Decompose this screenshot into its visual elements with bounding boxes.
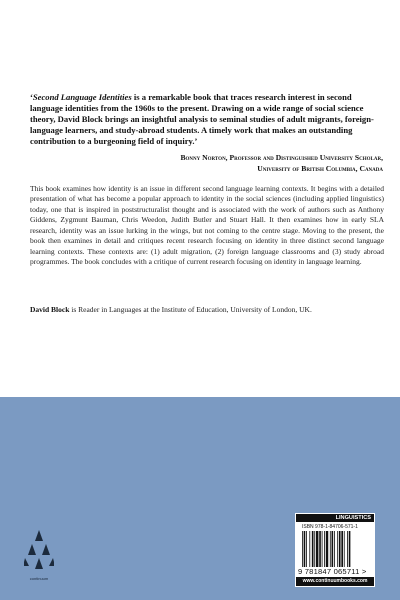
barcode-icon (302, 531, 368, 567)
author-bio-text: is Reader in Languages at the Institute of Education, University of London, UK. (69, 305, 312, 314)
publisher-url: www.continuumbooks.com (296, 577, 374, 586)
isbn-text: ISBN 978-1-84706-571-1 (302, 524, 358, 530)
quote-book-title: Second Language Identities (32, 92, 132, 102)
endorsement-quote (30, 92, 384, 147)
publisher-logo-icon (24, 528, 54, 576)
endorsement-attribution (83, 152, 383, 175)
book-description: This book examines how identity is an issue in different second language learning contexts. It begins with a detailed presentation of what has become a popular approach to identity in the social sciences (including applied linguistics) today, one that is inspired in poststructuralist thought and is associated with the work of authors such as Anthony Giddens, Zygmunt Bauman, Chris Weedon, Judith Butler and Stuart Hall. It then examines how in early SLA research, identity was an issue lurking in the wings, but not coming to the centre stage. Moving to the present, the book then examines in detail and critiques recent research focusing on identity in three distinct second language learning contexts. These contexts are: (1) adult migration, (2) foreign language classrooms and (3) study abroad programmes. The book concludes with a critique of current research focusing on identity in language learning. (30, 184, 384, 267)
quote-open-mark: ‘ (30, 92, 33, 102)
publisher-logo-text: continuum (29, 576, 49, 581)
attribution-line-1: Bonny Norton, Professor and Distinguished University Scholar, (180, 153, 383, 162)
subject-label: LINGUISTICS (296, 514, 374, 522)
barcode-digits: 9 781847 065711 > (298, 567, 367, 576)
quote-text: is a remarkable book that traces research interest in second language identities from the 1960s to the present. Drawing on a wide range of social science theory, David Block brings an insightful analysis to seminal studies of adult migrants, foreign-language learners, and study-abroad students. A timely work that makes an outstanding contribution to a burgeoning field of inquiry.’ (30, 92, 374, 147)
attribution-line-2: University of British Columbia, Canada (257, 164, 383, 174)
author-name: David Block (30, 305, 70, 314)
author-bio (30, 305, 384, 315)
barcode-panel (295, 513, 375, 587)
